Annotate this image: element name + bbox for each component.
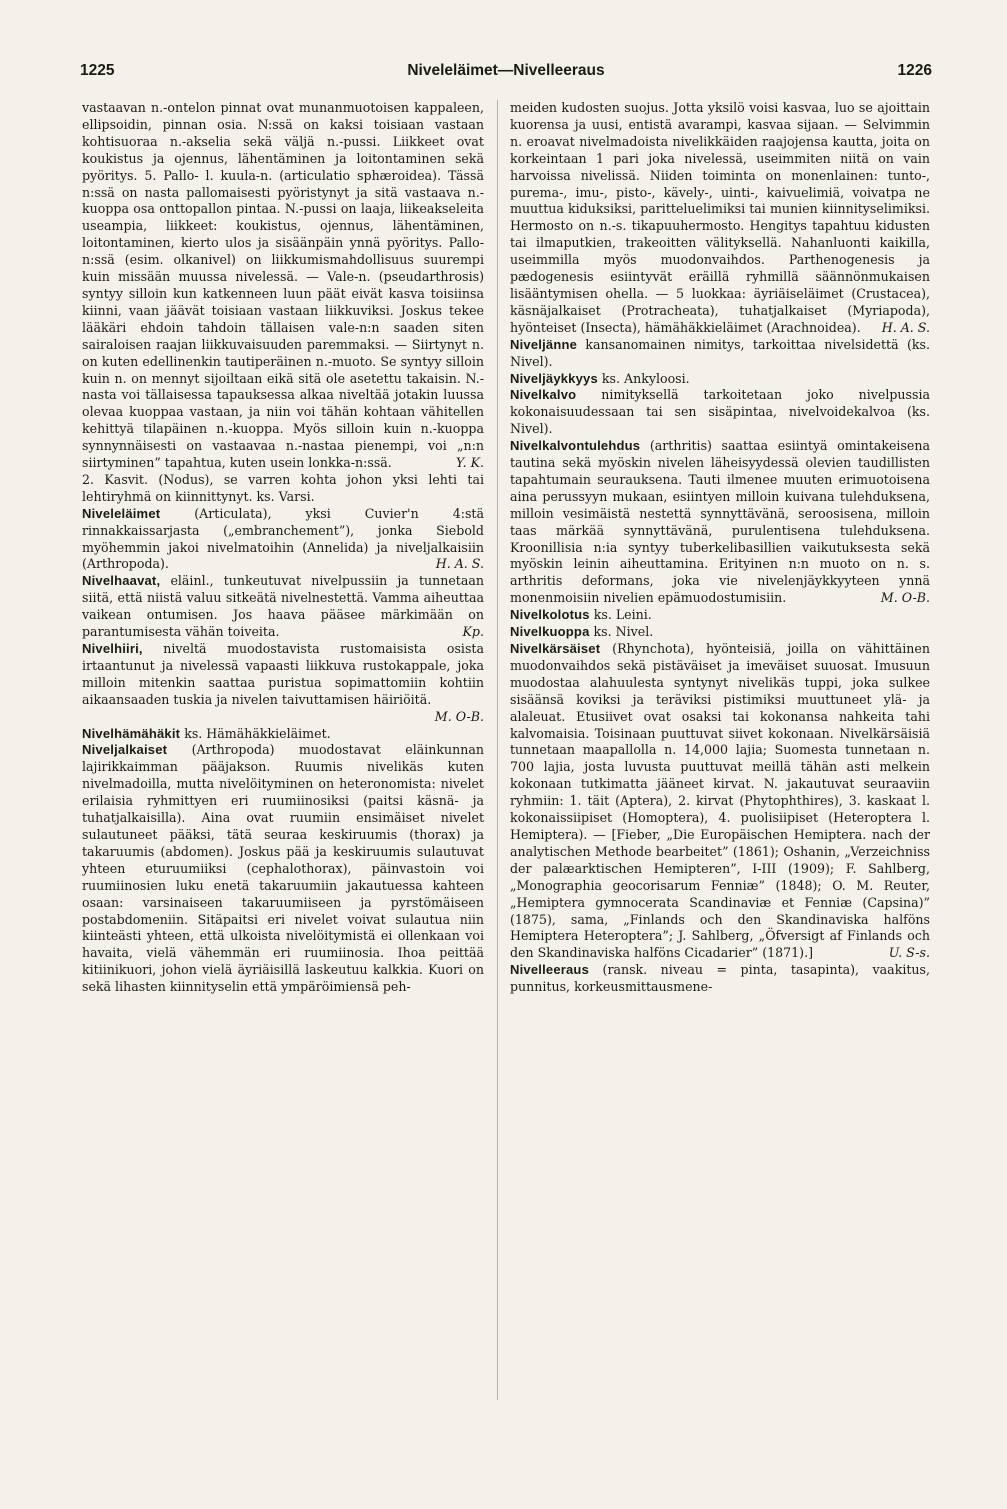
page-number-left: 1225 (80, 62, 115, 79)
running-header (80, 62, 932, 86)
paragraph: vastaavan n.-ontelon pinnat ovat munanmuotoisen kappaleen, ellipsoidin, pinnan osia. N:ssä on kaksi toisiaan vastaan kohtisuoraa n.-akselia sekä väljä n.-pussi. Liikkeet ovat koukistus ja ojennus, lähentäminen ja loitontaminen sekä pyöritys. 5. Pallo- l. kuula-n. (articulatio sphæroidea). Tässä n:ssä on nasta pallomaisesti pyöristynyt ja sitä vastaava n.-kuoppa osa onttopallon pintaa. N.-pussi on laaja, liikeakseleita useampia, liikkeet: koukistus, ojennus, lähentäminen, loitontaminen, kierto ulos ja sisäänpäin ynnä pyöritys. Pallo-n:ssä (esim. olkanivel) on liikkumismahdollisuus suurempi kuin missään muussa nivelessä. — Vale-n. (pseudarthrosis) syntyy silloin kun katkenneen luun päät eivät kasva toisiinsa kiinni, vaan jäävät toisiaan vastaan liikkuviksi. Joskus tekee lääkäri ehdoin tahdoin tällaisen vale-n:n saaden siten sairaloisen raajan liikkuvaisuuden paremmaksi. — Siirtynyt n. on kuten edellinenkin tautiperäinen n.-muoto. Se syntyy silloin kuin n. on mennyt sijoiltaan eikä sitä ole asetettu takaisin. N.-nasta voi tällaisessa tapauksessa alkaa niveltää jotakin luussa olevaa kuoppaa vastaan, ja niin voi tähän kohtaan vähitellen kehittyä tilapäinen n.-kuoppa. Myös silloin kuin n.-kuoppa synnynnäisesti on vastaavaa n.-nastaa pienempi, voi „n:n siirtyminen” tapahtua, kuten usein lonkka-n:ssä. Y. K. (82, 100, 484, 471)
entry-headword: Niveljalkaiset (82, 742, 168, 758)
entry-headword: Nivelkalvo (510, 387, 577, 403)
entry-headword: Nivelkolotus (510, 607, 590, 623)
right-column (510, 100, 930, 1400)
author-signature: H. A. S. (881, 319, 930, 335)
entry-headword: Nivelhiiri, (82, 641, 143, 656)
page-number-right: 1226 (897, 62, 932, 79)
entry-headword: Nivelleeraus (510, 962, 590, 978)
entry-headword: Niveljäykkyys (510, 370, 598, 386)
entry: Nivelkalvontulehdus (arthritis) saattaa esiintyä omintakeisena tautina sekä myöskin nivelen läheisyydessä olevien taudillisten tapahtumain seurauksena. Tauti ilmenee muuten erimuotoisena aina perussyyn mukaan, esiintyen milloin kuivana tulehduksena, milloin vesimäistä nestettä synnyttävänä, seroosisena, milloin taas märkää synnyttävänä, purulentisena tulehduksena. Kroonillisia n:ia syntyy tuberkelibasillien vaikutuksesta sekä myöskin leinin aiheuttamina. Erityinen n:n muoto on n. s. arthritis deformans, joka vie nivelenjäykkyyteen ynnä monenmoisiin nivelien epämuodostumisiin. M. O-B. (510, 438, 930, 606)
entry-headword: Nivelhaavat, (82, 573, 161, 589)
author-signature: H. A. S. (435, 556, 484, 572)
author-signature: Y. K. (455, 455, 484, 471)
author-signature: M. O-B. (434, 708, 484, 724)
author-signature: M. O-B. (880, 590, 930, 606)
entry: Niveleläimet (Articulata), yksi Cuvier'n 4:stä rinnakkaissarjasta („embranchement”), jonka Siebold myöhemmin jakoi nivelmatoihin (Annelida) ja niveljalkaisiin (Arthropoda). H. A. S. (82, 505, 484, 572)
entry: Nivelkuoppa ks. Nivel. (510, 624, 654, 640)
entry: Nivelkolotus ks. Leini. (510, 607, 652, 623)
entry-headword: Nivelkalvontulehdus (510, 438, 641, 454)
paragraph: meiden kudosten suojus. Jotta yksilö voisi kasvaa, luo se ajoittain kuorensa ja uusi, entistä avarampi, kasvaa sijaan. — Selvimmin n. eroavat nivelmadoista nivelikkäiden raajojensa kautta, joita on korkeintaan 1 pari joka nivelessä, useimmiten niitä on vain harvoissa nivelissä. Niiden toiminta on monenlainen: tunto-, purema-, imu-, pisto-, kävely-, uinti-, kaivuelimiä, voivatpa ne muuttua kiduksiksi, paritteluelimiksi tai munien kiinnityselimiksi. Hermosto on n.-s. tikapuuhermosto. Hengitys tapahtuu kidusten tai ilmaputkien, trakeoitten välityksellä. Nahanluonti kaikilla, useimmilla myös muodonvaihdos. Parthenogenesis ja pædogenesis esiintyvät eräillä ryhmillä säännönmukaisen lisääntymisen ohella. — 5 luokkaa: äyriäiseläimet (Crustacea), käsnäjalkaiset (Protracheata), tuhatjalkaiset (Myriapoda), hyönteiset (Insecta), hämähäkkieläimet (Arachnoidea). H. A. S. (510, 100, 930, 335)
author-signature: Kp. (462, 624, 484, 640)
entry-headword: Nivelkärsäiset (510, 641, 601, 656)
entry: Niveljäykkyys ks. Ankyloosi. (510, 370, 690, 386)
left-column (82, 100, 484, 1400)
entry: Niveljalkaiset (Arthropoda) muodostavat eläinkunnan lajirikkaimman pääjakson. Ruumis nivelikäs kuten nivelmadoilla, mutta nivelöityminen on heteronomista: nivelet erilaisia ryhmittyen eri ruumiinosiksi (paitsi käsnä- ja tuhatjalkaisilla). Aina ovat ruumiin ensimäiset nivelet sulautuneet pääksi, tätä seuraa keskiruumis (thorax) ja takaruumis (abdomen). Joskus pää ja keskiruumis sulautuvat yhteen eturuumiiksi (cephalothorax), päinvastoin voi ruumiinosien luku enetä takaruumiin jakautuessa kahteen osaan: varsinaiseen takaruumiiseen ja pyrstömäiseen postabdomeniin. Sitäpaitsi eri nivelet voivat sulautua niin kiinteästi yhteen, että ulkoista nivelöitymistä ei ollenkaan voi havaita, vielä vähemmän eri ruumiinosia. Ihoa peittää kitiinikuori, johon vielä äyriäisillä laskeutuu kalkkia. Kuori on sekä lihasten kiinnityselin että ympäröimiensä peh- (82, 742, 484, 995)
entry: Nivelleeraus (ransk. niveau = pinta, tasapinta), vaakitus, punnitus, korkeusmittausmene- (510, 962, 930, 995)
entry: Nivelhämähäkit ks. Hämähäkkieläimet. (82, 725, 331, 741)
paragraph: 2. Kasvit. (Nodus), se varren kohta johon yksi lehti tai lehtiryhmä on kiinnittynyt. ks. Varsi. (82, 471, 484, 504)
entry-headword: Nivelkuoppa (510, 624, 590, 640)
entry: Nivelkalvo nimityksellä tarkoitetaan joko nivelpussia kokonaisuudessaan tai sen sisäpintaa, nivelvoidekalvoa (ks. Nivel). (510, 387, 930, 437)
entry-headword: Niveljänne (510, 336, 578, 352)
page-title: Niveleläimet—Nivelleeraus (407, 62, 605, 79)
entry: Nivelkärsäiset (Rhynchota), hyönteisiä, joilla on vähittäinen muodonvaihdos sekä pistäväiset ja imeväiset suuosat. Imusuun muodostaa alahuulesta syntynyt nivelikäs tuppi, joka sulkee sisäänsä koviksi ja teräviksi pistimiksi muuttuneet ylä- ja alaleuat. Etusiivet ovat osaksi tai kokonansa nahkeita tahi kalvomaisia. Toisinaan puuttuvat siivet kokonaan. Nivelkärsäisiä tunnetaan maapallolla n. 14,000 lajia; Suomesta tunnetaan n. 700 lajia, josta luvusta puuttuvat meillä tähän asti melkein kokonaan tutkimatta jääneet kirvat. N. jakautuvat seuraaviin ryhmiin: 1. täit (Aptera), 2. kirvat (Phytophthires), 3. kaskaat l. kokonaissiipiset (Homoptera), 4. puolisiipiset (Heteroptera l. Hemiptera). — [Fieber, „Die Europäischen Hemiptera. nach der analytischen Methode bearbeitet” (1861); Oshanin, „Verzeichniss der palæarktischen Hemipteren”, I-III (1909); F. Sahlberg, „Monographia geocorisarum Fenniæ” (1848); O. M. Reuter, „Hemiptera gymnocerata Scandinaviæ et Fenniæ (Capsina)” (1875), sama, „Finlands och den Skandinaviska halföns Hemiptera Heteroptera”; J. Sahlberg, „Öfversigt af Finlands och den Skandinaviska halföns Cicadarier” (1871).] U. S-s. (510, 641, 930, 961)
entry: Nivelhaavat, eläinl., tunkeutuvat nivelpussiin ja tunnetaan siitä, että niistä valuu sitkeätä nivelnestettä. Vamma aiheuttaa vaikean ontumisen. Jos haava pääsee märkimään on parantumisesta vähän toiveita. Kp. (82, 573, 484, 640)
entry-headword: Niveleläimet (82, 505, 161, 521)
author-signature: U. S-s. (888, 945, 930, 961)
entry-headword: Nivelhämähäkit (82, 725, 181, 741)
entry: Niveljänne kansanomainen nimitys, tarkoittaa nivelsidettä (ks. Nivel). (510, 336, 930, 369)
entry: Nivelhiiri, niveltä muodostavista rustomaisista osista irtaantunut ja nivelessä vapaasti liikkuva rustokappale, joka milloin mitenkin saattaa puristua sopimattomiin kohtiin aikaansaaden tuskia ja nivelen taivuttamisen häiriöitä. M. O-B. (82, 641, 484, 724)
column-divider (497, 100, 498, 1400)
